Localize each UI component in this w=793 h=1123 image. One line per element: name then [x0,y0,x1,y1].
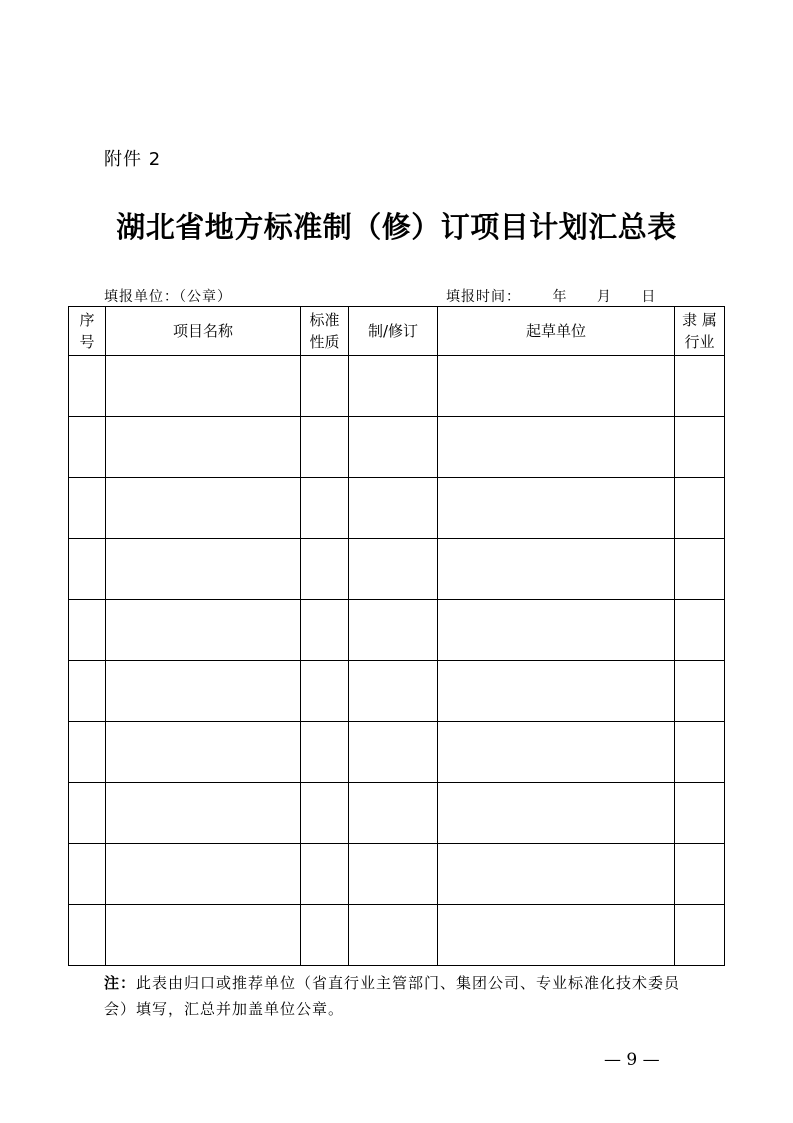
cell-project-name[interactable] [106,417,301,478]
fill-in-unit: 填报单位：（公章） [104,289,232,305]
cell-standard-nature[interactable] [301,905,349,966]
cell-industry[interactable] [675,539,725,600]
cell-index[interactable] [69,600,106,661]
cell-index[interactable] [69,783,106,844]
cell-drafting-unit[interactable] [438,539,675,600]
header-index [69,307,106,356]
cell-industry[interactable] [675,783,725,844]
cell-drafting-unit[interactable] [438,600,675,661]
cell-drafting-unit[interactable] [438,478,675,539]
footnote [104,970,704,1022]
cell-revise-type[interactable] [349,844,438,905]
cell-standard-nature[interactable] [301,844,349,905]
header-industry [675,307,725,356]
table-row [69,844,725,905]
cell-standard-nature[interactable] [301,539,349,600]
cell-revise-type[interactable] [349,356,438,417]
cell-index[interactable] [69,539,106,600]
cell-industry[interactable] [675,478,725,539]
cell-drafting-unit[interactable] [438,905,675,966]
table-header-row [69,307,725,356]
cell-index[interactable] [69,844,106,905]
cell-revise-type[interactable] [349,539,438,600]
table-row [69,661,725,722]
header-index-line1: 序 [79,311,95,329]
table-row [69,905,725,966]
cell-project-name[interactable] [106,600,301,661]
cell-industry[interactable] [675,905,725,966]
header-drafting-unit: 起草单位 [438,307,675,356]
attachment-label: 附件 2 [104,149,162,170]
cell-standard-nature[interactable] [301,783,349,844]
cell-industry[interactable] [675,600,725,661]
cell-revise-type[interactable] [349,478,438,539]
cell-project-name[interactable] [106,478,301,539]
header-standard-nature-line1: 标准 [309,311,340,329]
cell-industry[interactable] [675,722,725,783]
table-body [69,356,725,966]
cell-standard-nature[interactable] [301,722,349,783]
footnote-label: 注： [104,974,137,992]
fill-in-month: 月 [596,289,612,305]
cell-standard-nature[interactable] [301,478,349,539]
cell-project-name[interactable] [106,783,301,844]
cell-industry[interactable] [675,417,725,478]
cell-standard-nature[interactable] [301,600,349,661]
cell-drafting-unit[interactable] [438,356,675,417]
header-industry-line1: 隶 属 [682,311,717,329]
header-index-line2: 号 [79,333,95,351]
cell-revise-type[interactable] [349,417,438,478]
fill-in-day: 日 [641,289,657,305]
cell-drafting-unit[interactable] [438,722,675,783]
cell-revise-type[interactable] [349,905,438,966]
cell-standard-nature[interactable] [301,417,349,478]
table-row [69,539,725,600]
cell-drafting-unit[interactable] [438,661,675,722]
cell-drafting-unit[interactable] [438,417,675,478]
cell-standard-nature[interactable] [301,356,349,417]
cell-drafting-unit[interactable] [438,844,675,905]
cell-index[interactable] [69,356,106,417]
header-project-name: 项目名称 [106,307,301,356]
cell-project-name[interactable] [106,722,301,783]
cell-industry[interactable] [675,844,725,905]
fill-in-time-label: 填报时间： [446,289,521,305]
cell-revise-type[interactable] [349,661,438,722]
cell-index[interactable] [69,722,106,783]
cell-revise-type[interactable] [349,722,438,783]
cell-industry[interactable] [675,356,725,417]
cell-project-name[interactable] [106,539,301,600]
header-industry-line2: 行业 [684,333,715,351]
cell-project-name[interactable] [106,356,301,417]
table-row [69,356,725,417]
cell-index[interactable] [69,478,106,539]
cell-revise-type[interactable] [349,600,438,661]
table-row [69,722,725,783]
cell-index[interactable] [69,661,106,722]
table-row [69,783,725,844]
cell-standard-nature[interactable] [301,661,349,722]
fill-in-year: 年 [552,289,568,305]
summary-table [68,306,725,966]
footnote-text: 此表由归口或推荐单位（省直行业主管部门、集团公司、专业标准化技术委员会）填写，汇总并加盖单位公章。 [104,974,681,1018]
page-number: — 9 — [604,1050,660,1070]
cell-drafting-unit[interactable] [438,783,675,844]
cell-project-name[interactable] [106,661,301,722]
cell-index[interactable] [69,905,106,966]
header-standard-nature [301,307,349,356]
document-title: 湖北省地方标准制（修）订项目计划汇总表 [116,210,677,244]
header-revise-type: 制/修订 [349,307,438,356]
cell-project-name[interactable] [106,844,301,905]
table-row [69,478,725,539]
cell-revise-type[interactable] [349,783,438,844]
header-standard-nature-line2: 性质 [309,333,340,351]
table-row [69,417,725,478]
cell-industry[interactable] [675,661,725,722]
fill-in-time [446,286,656,306]
cell-project-name[interactable] [106,905,301,966]
cell-index[interactable] [69,417,106,478]
table-row [69,600,725,661]
